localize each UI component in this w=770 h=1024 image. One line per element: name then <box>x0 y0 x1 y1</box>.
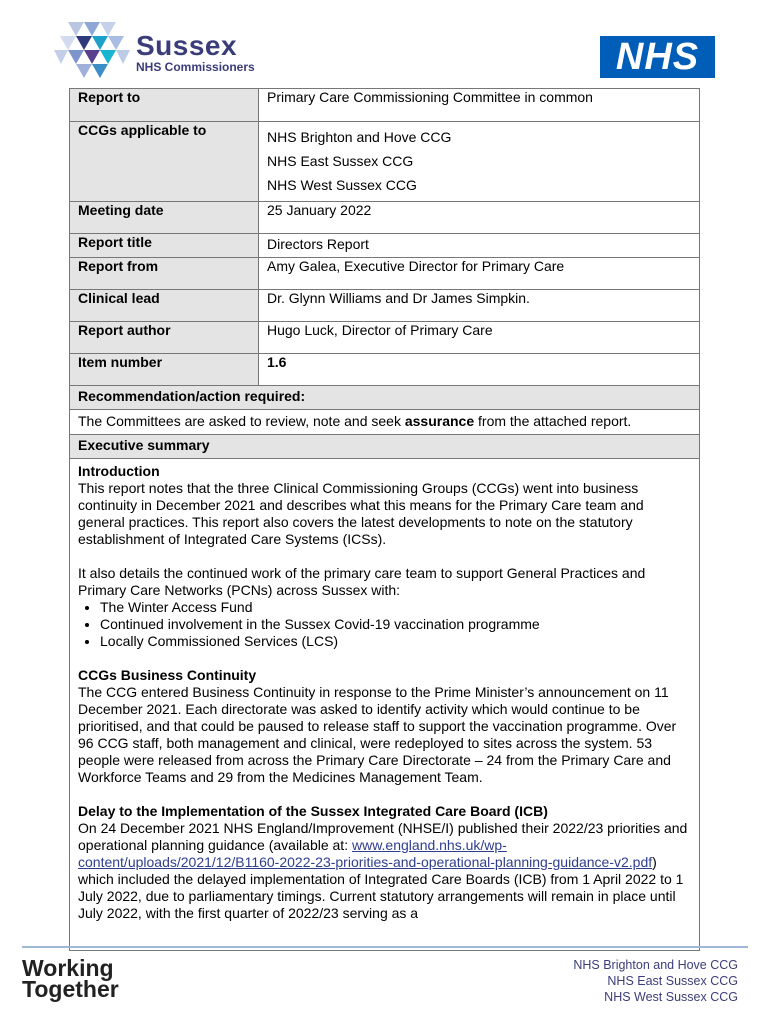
report-author-value: Hugo Luck, Director of Primary Care <box>259 322 700 354</box>
icb-delay-heading: Delay to the Implementation of the Sussex Integrated Care Board (ICB) <box>78 803 548 819</box>
item-number-label: Item number <box>70 354 259 386</box>
org-subtitle: NHS Commissioners <box>136 60 255 74</box>
exec-summary-body <box>70 459 700 951</box>
report-title-value: Directors Report <box>259 234 700 258</box>
list-item: • Locally Commissioned Services (LCS) <box>100 633 691 650</box>
list-item: • Continued involvement in the Sussex Covid-19 vaccination programme <box>100 616 691 633</box>
nhs-logo: NHS <box>600 36 715 78</box>
working-text: Working <box>22 955 114 981</box>
intro-heading: Introduction <box>78 463 160 479</box>
recommendation-post: from the attached report. <box>474 413 632 429</box>
clinical-lead-label: Clinical lead <box>70 290 259 322</box>
ccg-item: NHS Brighton and Hove CCG <box>267 129 452 145</box>
org-name: Sussex <box>136 30 238 61</box>
report-from-label: Report from <box>70 258 259 290</box>
icb-delay-paragraph <box>78 820 691 922</box>
report-to-label: Report to <box>70 89 259 122</box>
ccgs-label: CCGs applicable to <box>70 122 259 202</box>
ccg-item: NHS West Sussex CCG <box>267 177 417 193</box>
ccg-item: NHS East Sussex CCG <box>267 153 414 169</box>
recommendation-pre: The Committees are asked to review, note and seek <box>78 413 405 429</box>
triangle-mosaic-icon <box>54 20 130 78</box>
recommendation-heading: Recommendation/action required: <box>70 386 700 410</box>
meeting-date-label: Meeting date <box>70 202 259 234</box>
working-together-logo <box>22 955 119 1002</box>
meeting-date-value: 25 January 2022 <box>259 202 700 234</box>
business-continuity-heading: CCGs Business Continuity <box>78 667 257 683</box>
item-number-value: 1.6 <box>259 354 700 386</box>
intro-paragraph: This report notes that the three Clinical Commissioning Groups (CCGs) went into business continuity in December 2021 and describes what this means for the Primary Care team and general practices. This report also covers the latest developments to note on the statutory establishment of Integrated Care Systems (ICSs). <box>78 480 644 547</box>
footer-ccg-item: NHS East Sussex CCG <box>607 974 738 988</box>
ccgs-list <box>259 122 700 202</box>
recommendation-text <box>70 410 700 435</box>
exec-summary-heading: Executive summary <box>70 435 700 459</box>
report-to-value: Primary Care Commissioning Committee in common <box>259 89 700 122</box>
icb-text-post: ) which included the delayed implementation of Integrated Care Boards (ICB) from 1 April 2022 to 1 July 2022, due to parliamentary timings. Current statutory arrangements will remain in place until July 2022, with the first quarter of 2022/23 serving as a <box>78 854 684 921</box>
planning-guidance-link[interactable]: www.england.nhs.uk/wp-content/uploads/2021/12/B1160-2022-23-priorities-and-operational-planning-guidance-v2.pdf <box>78 837 653 870</box>
intro-paragraph-2: It also details the continued work of the primary care team to support General Practices and Primary Care Networks (PCNs) across Sussex with: <box>78 565 646 598</box>
footer-divider <box>22 946 748 948</box>
footer-ccg-list <box>573 957 738 1005</box>
footer-ccg-item: NHS Brighton and Hove CCG <box>573 958 738 972</box>
report-author-label: Report author <box>70 322 259 354</box>
footer-ccg-item: NHS West Sussex CCG <box>604 990 738 1004</box>
report-title-label: Report title <box>70 234 259 258</box>
together-text: Together <box>22 976 119 1002</box>
report-cover-table <box>69 88 700 951</box>
sussex-commissioners-logo <box>54 20 294 78</box>
report-from-value: Amy Galea, Executive Director for Primary Care <box>259 258 700 290</box>
recommendation-bold: assurance <box>404 413 475 429</box>
support-list <box>78 599 691 650</box>
list-item: • The Winter Access Fund <box>100 599 691 616</box>
business-continuity-paragraph: The CCG entered Business Continuity in response to the Prime Minister’s announcement on 11 December 2021. Each directorate was asked to identify activity which would continue to be prioritised, and that could be paused to release staff to support the vaccination programme. Over 96 CCG staff, both management and clinical, were redeployed to sites across the system. 53 people were released from across the Primary Care Directorate – 24 from the Primary Care and Workforce Teams and 29 from the Medicines Management Team. <box>78 684 677 785</box>
clinical-lead-value: Dr. Glynn Williams and Dr James Simpkin. <box>259 290 700 322</box>
icb-text-pre: On 24 December 2021 NHS England/Improvement (NHSE/I) published their 2022/23 priorities and operational planning guidance (available at: <box>78 820 688 853</box>
